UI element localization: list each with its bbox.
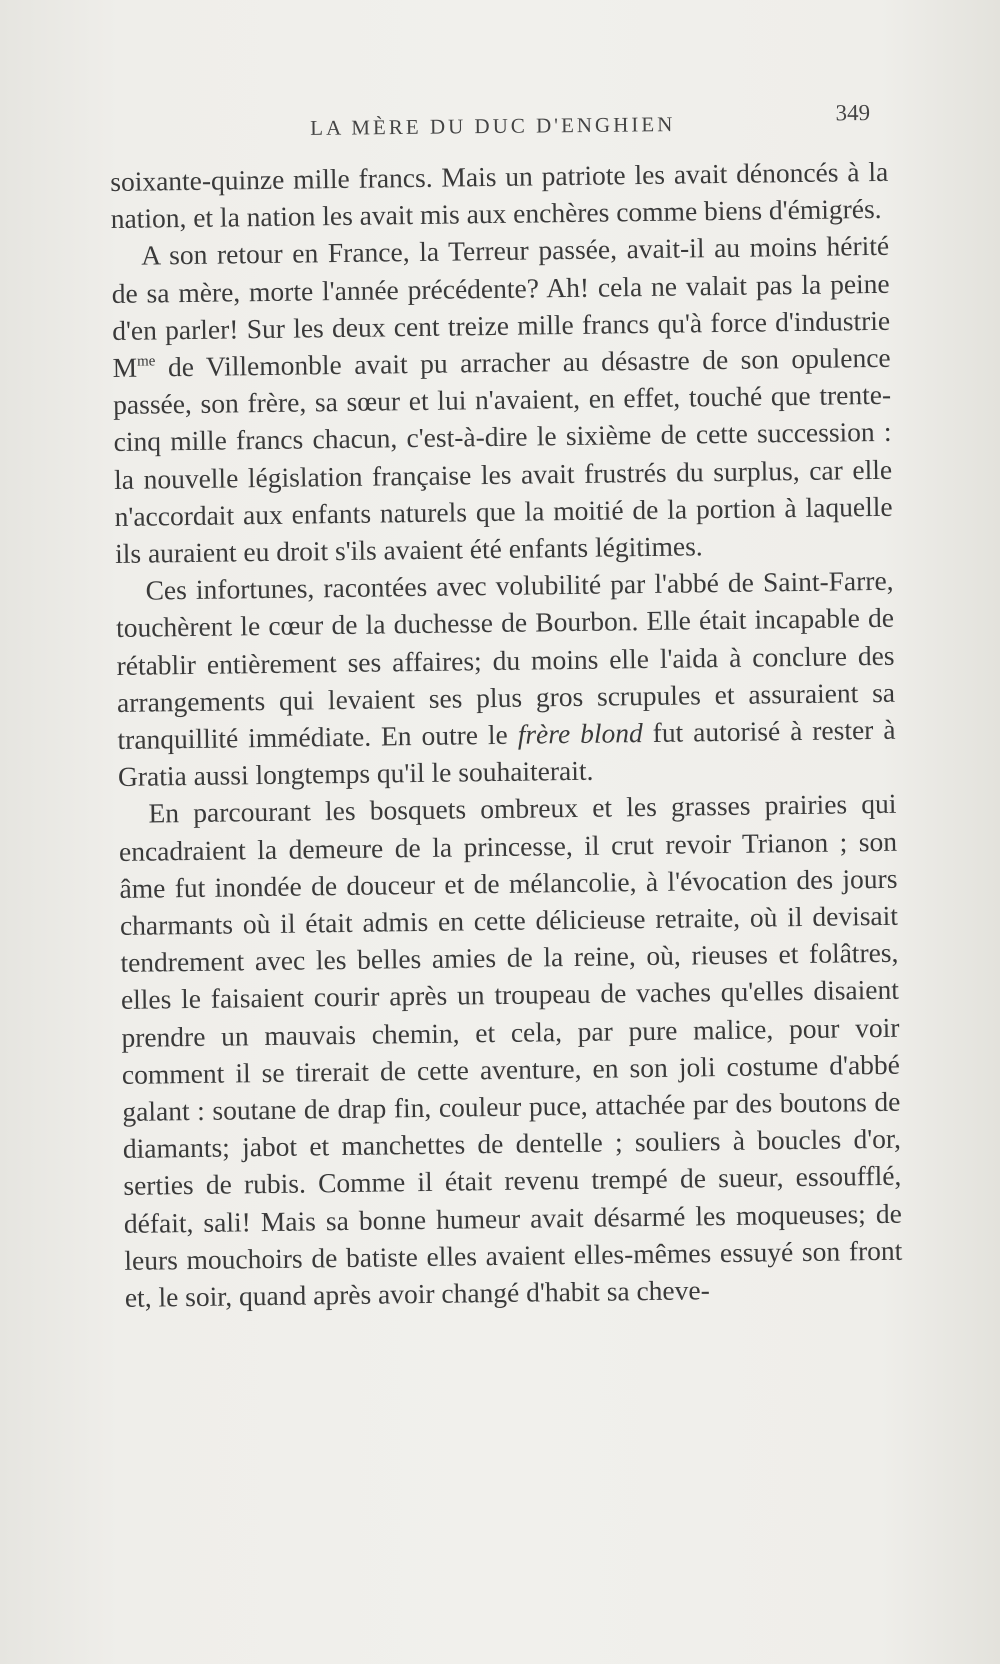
page-number: 349 (835, 100, 871, 126)
running-title: LA MÈRE DU DUC D'ENGHIEN (310, 112, 676, 140)
paragraph-3-text-after: fut autorisé à rester à Gratia aussi longtemps qu'il le souhaiterait. (117, 713, 896, 793)
body-text (110, 153, 903, 1316)
italic-frere-blond: frère blond (517, 717, 643, 750)
paragraph-4-text: En parcourant les bosquets ombreux et les grasses prairies qui encadraient la demeure de la princesse, il crut revoir Trianon ; son âme fut inondée de douceur et de mélancolie, à l'évocation des jours charmants où il était admis en cette délicieuse retraite, où il devisait tendrement avec les belles amies de la reine, où, rieuses et folâtres, elles le faisaient courir après un troupeau de vaches qu'elles disaient prendre un mauvais chemin, et cela, par pure malice, pour voir comment il se tirerait de cette aventure, en son joli costume d'abbé galant : soutane de drap fin, couleur puce, attachée par des boutons de diamants; jabot et manchettes de dentelle ; souliers à boucles d'or, serties de rubis. Comme il était revenu trempé de sueur, essoufflé, défait, sali! Mais sa bonne humeur avait désarmé les moqueuses; de leurs mouchoirs de batiste elles avaient elles-mêmes essuyé son front et, le soir, quand après avoir changé d'habit sa cheve- (118, 788, 903, 1313)
paragraph-2 (111, 227, 893, 572)
paragraph-1-text: soixante-quinze mille francs. Mais un patriote les avait dénoncés à la nation, et la nation les avait mis aux enchères comme biens d'émigrés. (110, 155, 889, 235)
running-head (110, 100, 880, 148)
paragraph-2-text-after: de Villemonble avait pu arracher au désastre de son opulence passée, son frère, sa sœur et lui n'avaient, en effet, touché que trente-cinq mille francs chacun, c'est-à-dire le sixième de cette succession : la nouvelle législation française les avait frustrés du surplus, car elle n'accordait aux enfants naturels que la moitié de la portion à laquelle ils auraient eu droit s'ils avaient été enfants légitimes. (112, 341, 893, 569)
paragraph-4 (118, 785, 903, 1316)
paragraph-3 (115, 562, 896, 795)
paragraph-2-text-before: A son retour en France, la Terreur passée, avait-il au moins hérité de sa mère, morte l'année précédente? Ah! cela ne valait pas la peine d'en parler! Sur les deux cent treize mille francs qu'à force d'industrie M (111, 230, 891, 383)
paragraph-3-text-before: Ces infortunes, racontées avec volubilité par l'abbé de Saint-Farre, touchèrent le cœur de la duchesse de Bourbon. Elle était incapable de rétablir entièrement ses affaires; du moins elle l'aida à conclure des arrangements qui levaient ses plus gros scrupules et assuraient sa tranquillité immédiate. En outre le (115, 565, 896, 755)
superscript-me: me (136, 353, 156, 370)
paragraph-1 (110, 153, 889, 238)
